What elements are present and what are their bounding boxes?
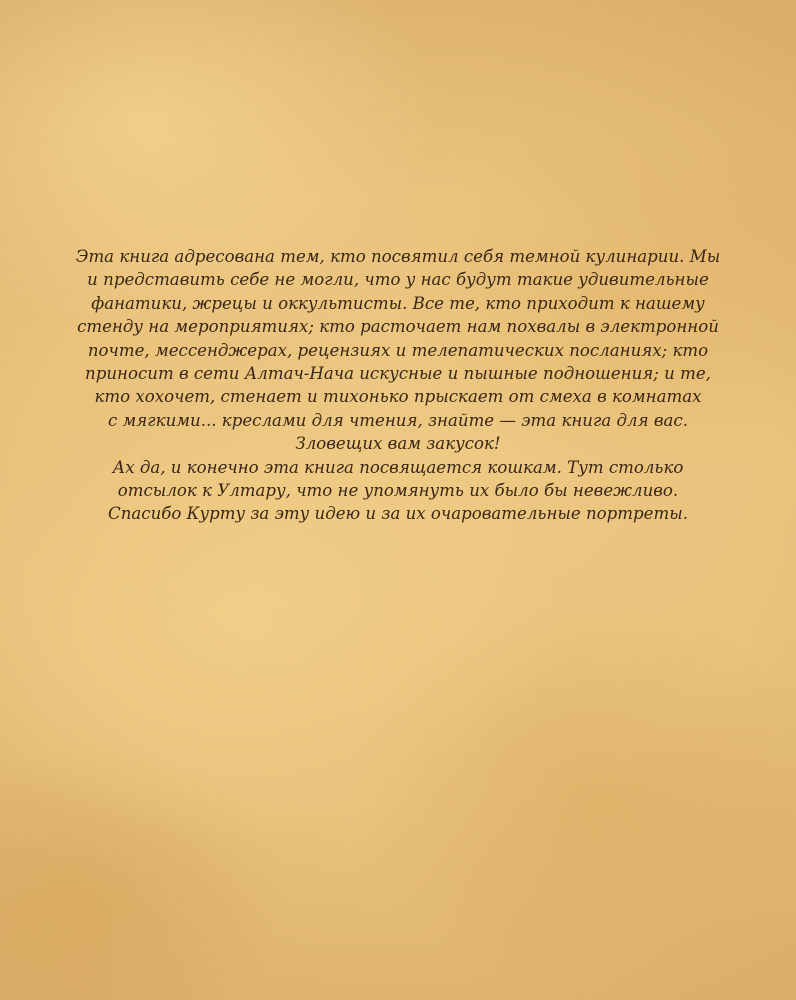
dedication-line: с мягкими... креслами для чтения, знайте — эта книга для вас. bbox=[107, 410, 689, 430]
dedication-line: стенду на мероприятиях; кто расточает нам похвалы в электронной bbox=[77, 317, 719, 337]
dedication-greeting: Зловещих вам закусок! bbox=[295, 434, 501, 454]
dedication-line: приносит в сети Алтач-Нача искусные и пышные подношения; и те, bbox=[85, 364, 711, 384]
dedication-line: отсылок к Ултару, что не упомянуть их было бы невежливо. bbox=[117, 481, 679, 501]
dedication-line: Ах да, и конечно эта книга посвящается кошкам. Тут столько bbox=[112, 457, 684, 477]
dedication-line: Эта книга адресована тем, кто посвятил себя темной кулинарии. Мы bbox=[75, 247, 721, 266]
dedication-text bbox=[60, 245, 736, 526]
dedication-line: Спасибо Курту за эту идею и за их очаровательные портреты. bbox=[108, 504, 688, 524]
dedication-line: кто хохочет, стенает и тихонько прыскает от смеха в комнатах bbox=[94, 387, 702, 407]
dedication-line: фанатики, жрецы и оккультисты. Все те, кто приходит к нашему bbox=[91, 293, 705, 313]
dedication-line: и представить себе не могли, что у нас будут такие удивительные bbox=[87, 270, 709, 290]
dedication-line: почте, мессенджерах, рецензиях и телепатических посланиях; кто bbox=[87, 340, 709, 360]
